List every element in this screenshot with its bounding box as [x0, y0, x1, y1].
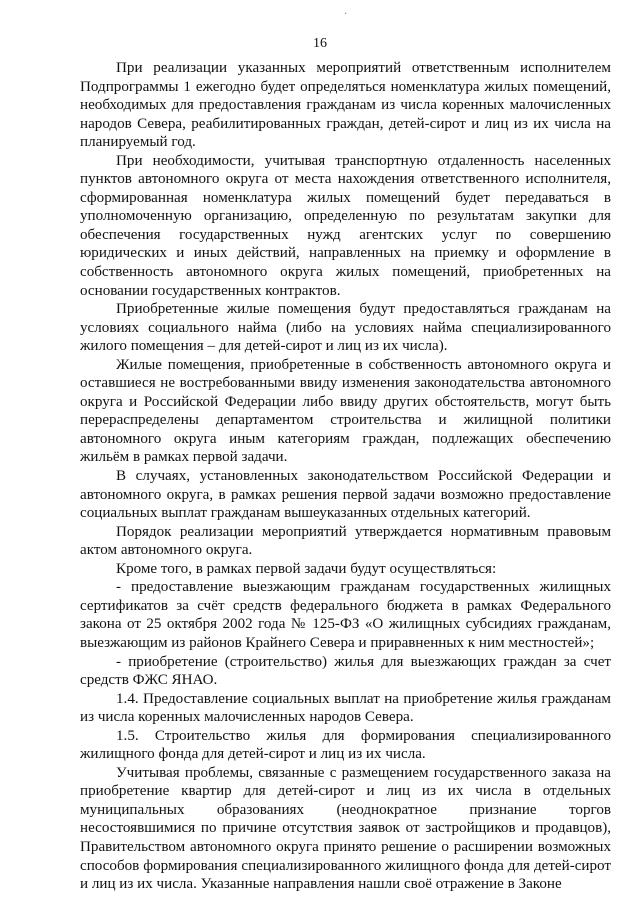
page-number: 16 [313, 36, 327, 51]
paragraph: При необходимости, учитывая транспортную отдаленность населенных пунктов автономного округа от места нахождения ответственного исполнителя, сформированная номенклатура жилых помещений будет передаваться в уполномоченную организацию, определенную по результатам закупки для обеспечения государственных нужд агентских услуг по совершению юридических и иных действий, направленных на приемку и оформление в собственность автономного округа жилых помещений, приобретенных на основании государственных контрактов. [80, 152, 611, 299]
paragraph: В случаях, установленных законодательством Российской Федерации и автономного округа, в рамках решения первой задачи возможно предоставление социальных выплат гражданам вышеуказанных отдельных категорий. [80, 468, 611, 522]
section-item: 1.4. Предоставление социальных выплат на приобретение жилья гражданам из числа коренных малочисленных народов Севера. [80, 690, 611, 726]
paragraph: Кроме того, в рамках первой задачи будут осуществляться: [116, 560, 497, 577]
paragraph: Порядок реализации мероприятий утверждается нормативным правовым актом автономного округа. [80, 523, 611, 559]
paragraph: При реализации указанных мероприятий ответственным исполнителем Подпрограммы 1 ежегодно будет определяться номенклатура жилых помещений, необходимых для предоставления гражданам из числа коренных малочисленных народов Севера, реабилитированных граждан, детей-сирот и лиц из их числа на планируемый год. [80, 60, 611, 151]
paragraph: Учитывая проблемы, связанные с размещением государственного заказа на приобретение квартир для детей-сирот и лиц из их числа в отдельных муниципальных образованиях (неоднократное признание торгов несостоявшимися по причине отсутствия заявок от застройщиков и продавцов), Правительством автономного округа принято решение о расширении возможных способов формирования специализированного жилищного фонда для детей-сирот и лиц из их числа. Указанные направления нашли своё отражение в Законе [80, 764, 611, 893]
paragraph: Приобретенные жилые помещения будут предоставляться гражданам на условиях социального найма (либо на условиях найма специализированного жилого помещения – для детей-сирот и лиц из их числа). [80, 301, 611, 355]
list-item: - предоставление выезжающим гражданам государственных жилищных сертификатов за счёт средств федерального бюджета в рамках Федерального закона от 25 октября 2002 года № 125-ФЗ «О жилищных субсидиях гражданам, выезжающим из районов Крайнего Севера и приравненных к ним местностей»; [80, 579, 611, 651]
paragraph: Жилые помещения, приобретенные в собственность автономного округа и оставшиеся не востребованными ввиду изменения законодательства автономного округа и Российской Федерации либо ввиду других обстоятельств, могут быть перераспределены департаментом строительства и жилищной политики автономного округа иным категориям граждан, подлежащих обеспечению жильём в рамках первой задачи. [80, 356, 611, 466]
section-item: 1.5. Строительство жилья для формирования специализированного жилищного фонда для детей-сирот и лиц из их числа. [80, 727, 611, 763]
list-item: - приобретение (строительство) жилья для выезжающих граждан за счет средств ФЖС ЯНАО. [80, 653, 611, 689]
document-body [80, 59, 611, 894]
scan-mark: · [344, 9, 348, 20]
